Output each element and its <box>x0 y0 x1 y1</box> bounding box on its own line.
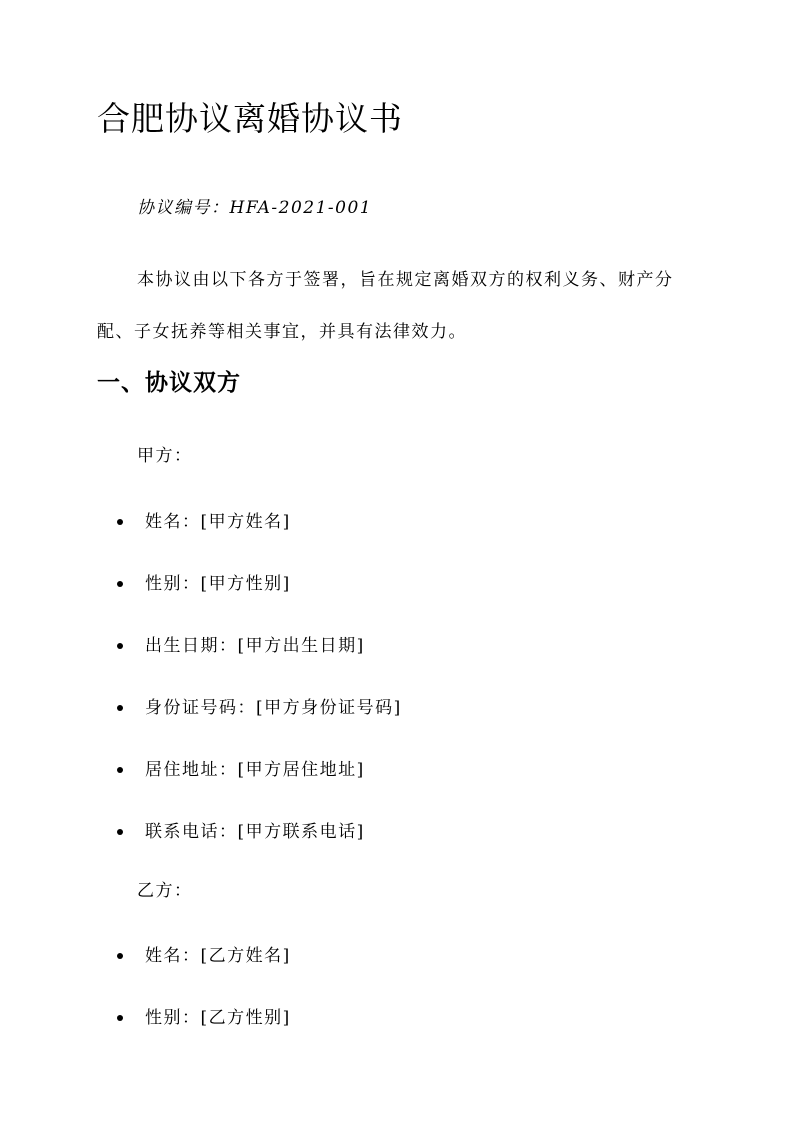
bullet-icon <box>117 767 123 773</box>
bullet-icon <box>117 705 123 711</box>
bullet-icon <box>117 581 123 587</box>
bullet-icon <box>117 519 123 525</box>
agreement-number: 协议编号：HFA-2021-001 <box>137 198 373 218</box>
party-b-gender: 性别：[乙方性别] <box>145 1008 291 1028</box>
bullet-icon <box>117 953 123 959</box>
party-a-name: 姓名：[甲方姓名] <box>145 512 291 532</box>
party-a-gender: 性别：[甲方性别] <box>145 574 291 594</box>
intro-paragraph: 本协议由以下各方于签署，旨在规定离婚双方的权利义务、财产分配、子女抚养等相关事宜，并具有法律效力。 <box>97 270 674 342</box>
bullet-icon <box>117 1015 123 1021</box>
party-a-label: 甲方： <box>137 446 193 466</box>
party-a-id-number: 身份证号码：[甲方身份证号码] <box>145 698 402 718</box>
party-a-birthdate: 出生日期：[甲方出生日期] <box>145 636 365 656</box>
document-title: 合肥协议离婚协议书 <box>97 99 403 138</box>
bullet-icon <box>117 643 123 649</box>
party-a-address: 居住地址：[甲方居住地址] <box>145 760 365 780</box>
bullet-icon <box>117 829 123 835</box>
section-heading-parties: 一、协议双方 <box>97 369 241 396</box>
party-a-phone: 联系电话：[甲方联系电话] <box>145 822 365 842</box>
party-b-name: 姓名：[乙方姓名] <box>145 946 291 966</box>
party-b-label: 乙方： <box>137 881 193 901</box>
